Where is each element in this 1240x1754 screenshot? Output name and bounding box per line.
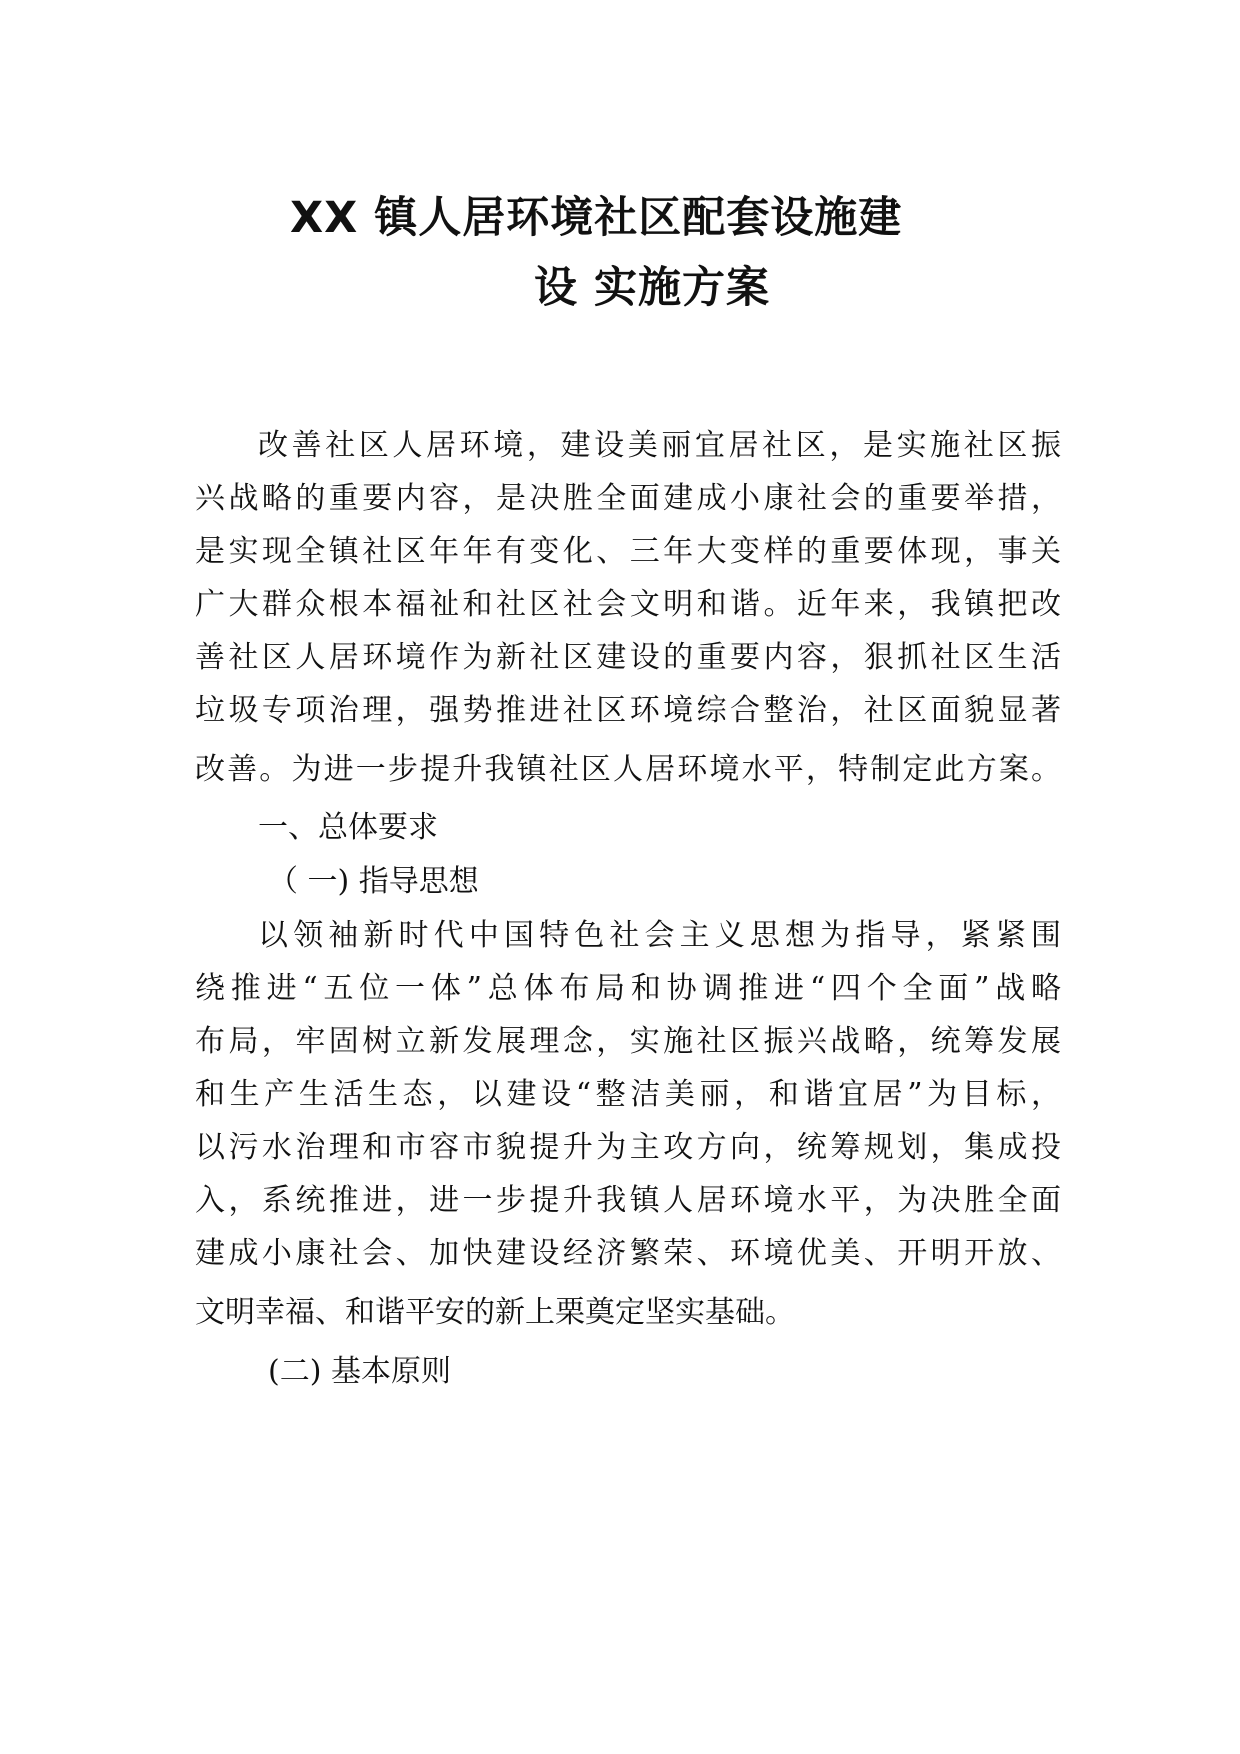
paragraph-2-line-1: 以领袖新时代中国特色社会主义思想为指导，紧紧围 [258, 918, 1061, 953]
paragraph-1-line-5: 善社区人居环境作为新社区建设的重要内容，狠抓社区生活 [195, 640, 1061, 675]
paragraph-2-line-6: 入，系统推进，进一步提升我镇人居环境水平，为决胜全面 [195, 1183, 1061, 1218]
paragraph-2-line-2: 绕推进“五位一体”总体布局和协调推进“四个全面”战略 [195, 971, 1061, 1006]
paragraph-2-line-3: 布局，牢固树立新发展理念，实施社区振兴战略，统筹发展 [195, 1024, 1061, 1059]
subsection-1-heading: （ 一) 指导思想 [268, 864, 479, 899]
paragraph-2-line-4: 和生产生活生态，以建设“整洁美丽，和谐宜居”为目标， [195, 1077, 1061, 1112]
paragraph-2-line-7: 建成小康社会、加快建设经济繁荣、环境优美、开明开放、 [195, 1236, 1061, 1271]
paragraph-2-line-5: 以污水治理和市容市貌提升为主攻方向，统筹规划，集成投 [195, 1130, 1061, 1165]
section-1-heading: 一、总体要求 [258, 810, 438, 845]
subsection-2-heading: (二) 基本原则 [268, 1354, 451, 1389]
paragraph-1-line-7: 改善。为进一步提升我镇社区人居环境水平，特制定此方案。 [195, 752, 1061, 787]
paragraph-1-line-6: 垃圾专项治理，强势推进社区环境综合整治，社区面貌显著 [195, 693, 1061, 728]
paragraph-1-line-4: 广大群众根本福祉和社区社会文明和谐。近年来，我镇把改 [195, 587, 1061, 622]
paragraph-1-line-1: 改善社区人居环境，建设美丽宜居社区，是实施社区振 [258, 428, 1061, 463]
paragraph-1-line-3: 是实现全镇社区年年有变化、三年大变样的重要体现，事关 [195, 534, 1061, 569]
paragraph-2-line-8: 文明幸福、和谐平安的新上栗奠定坚实基础。 [195, 1295, 795, 1330]
document-title-line-1: XX 镇人居环境社区配套设施建 [290, 193, 903, 243]
paragraph-1-line-2: 兴战略的重要内容，是决胜全面建成小康社会的重要举措， [195, 481, 1061, 516]
document-title-line-2: 设 实施方案 [534, 263, 770, 313]
